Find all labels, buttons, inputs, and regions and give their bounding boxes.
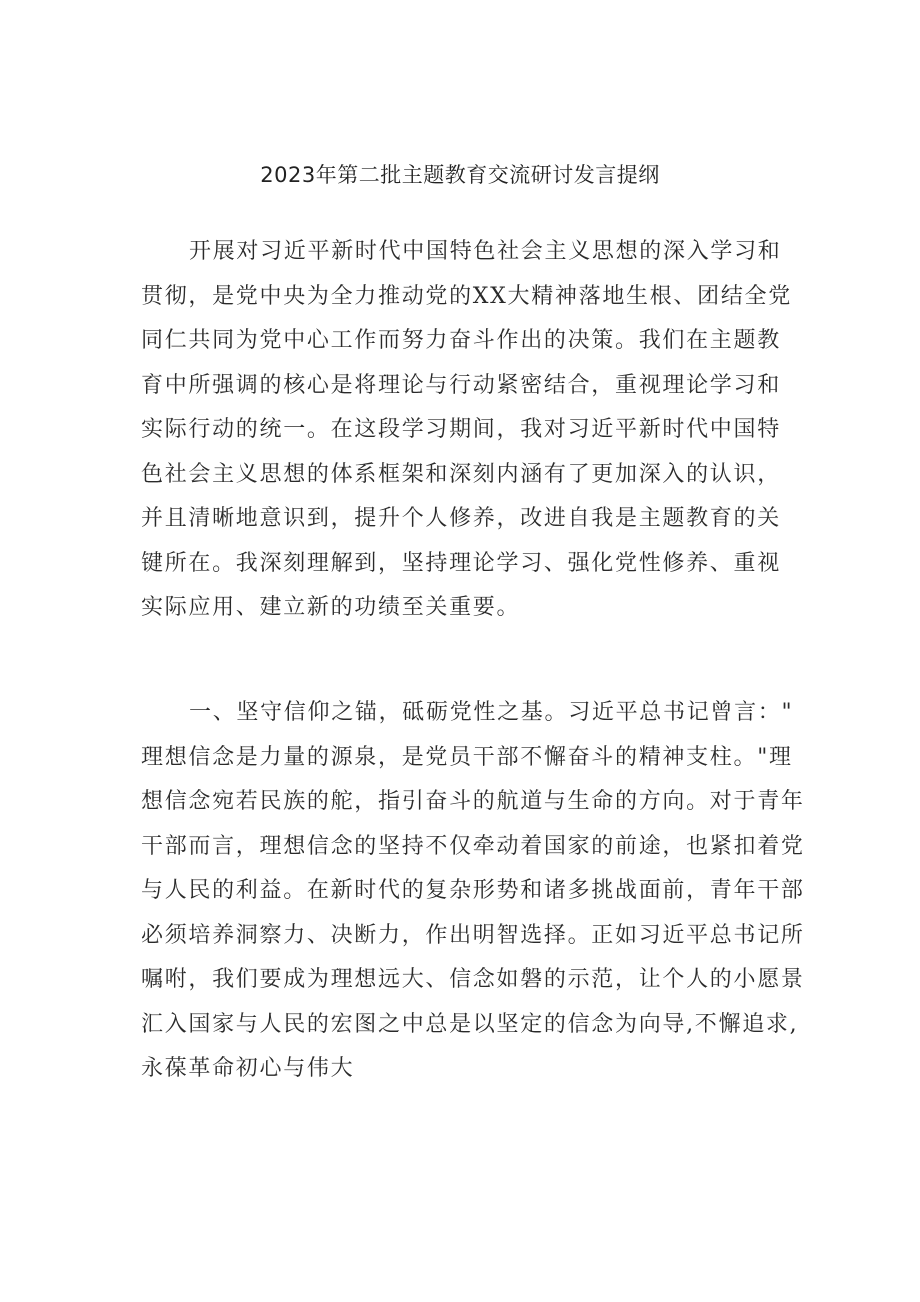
paragraph-line: 键所在。我深刻理解到，坚持理论学习、强化党性修养、重视 xyxy=(141,550,781,576)
paragraph-line: 实际应用、建立新的功绩至关重要。 xyxy=(141,595,521,620)
paragraph-line: 贯彻，是党中央为全力推动党的XX大精神落地生根、团结全党 xyxy=(141,283,792,309)
paragraph-line: 想信念宛若民族的舵，指引奋斗的航道与生命的方向。对于青年 xyxy=(141,789,805,814)
paragraph-section-one xyxy=(141,691,805,1092)
paragraph-line: 一、坚守信仰之锚，砥砺党性之基。习近平总书记曾言：" xyxy=(189,700,794,725)
paragraph-line: 实际行动的统一。在这段学习期间，我对习近平新时代中国特 xyxy=(141,417,781,442)
paragraph-line: 必须培养洞察力、决断力，作出明智选择。正如习近平总书记所 xyxy=(141,922,805,948)
paragraph-line: 理想信念是力量的源泉，是党员干部不懈奋斗的精神支柱。"理 xyxy=(141,744,793,770)
paragraph-line: 干部而言，理想信念的坚持不仅牵动着国家的前途，也紧扣着党 xyxy=(141,833,805,859)
paragraph-line: 汇入国家与人民的宏图之中总是以坚定的信念为向导,不懈追求, xyxy=(141,1011,799,1037)
paragraph-line: 永葆革命初心与伟大 xyxy=(141,1056,355,1081)
paragraph-line: 嘱咐，我们要成为理想远大、信念如磐的示范，让个人的小愿景 xyxy=(141,967,805,992)
document-title: 2023年第二批主题教育交流研讨发言提纲 xyxy=(260,163,660,187)
paragraph-line: 育中所强调的核心是将理论与行动紧密结合，重视理论学习和 xyxy=(141,372,781,398)
paragraph-line: 并且清晰地意识到，提升个人修养，改进自我是主题教育的关 xyxy=(141,506,781,531)
paragraph-line: 同仁共同为党中心工作而努力奋斗作出的决策。我们在主题教 xyxy=(141,328,781,353)
paragraph-line: 色社会主义思想的体系框架和深刻内涵有了更加深入的认识， xyxy=(141,461,781,487)
paragraph-line: 与人民的利益。在新时代的复杂形势和诸多挑战面前，青年干部 xyxy=(141,878,805,903)
paragraph-intro xyxy=(141,230,792,631)
paragraph-line: 开展对习近平新时代中国特色社会主义思想的深入学习和 xyxy=(189,239,782,264)
